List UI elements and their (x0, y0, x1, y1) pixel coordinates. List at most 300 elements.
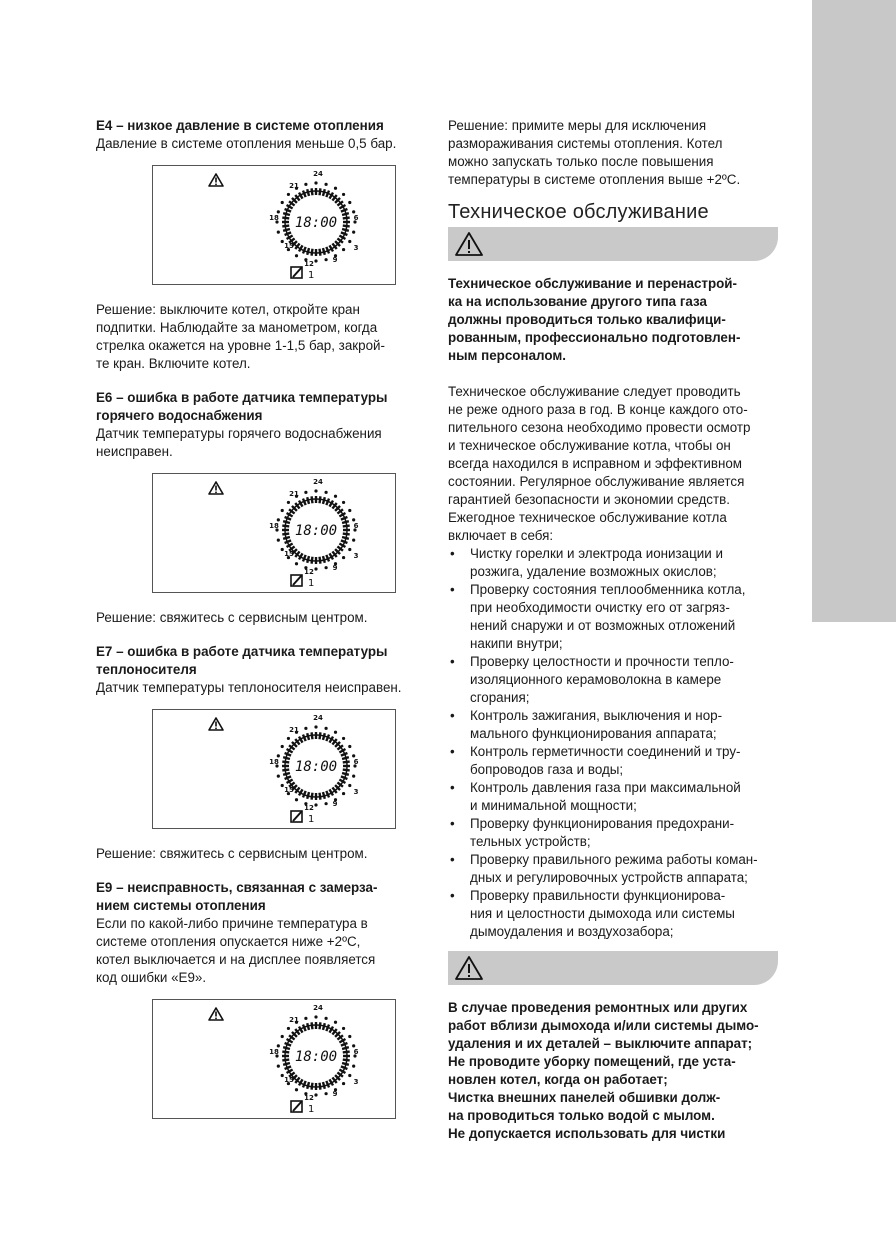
e6-solution (96, 609, 426, 627)
counter-value: 1 (308, 578, 315, 589)
dial-segment (312, 1083, 313, 1090)
dial-segment (341, 540, 347, 543)
text-line: нием системы отопления (96, 898, 266, 913)
dial-segment (285, 753, 291, 756)
e9-solution (448, 117, 780, 189)
dial-segment (320, 496, 321, 503)
text-line: Ежегодное техническое обслуживание котла (448, 510, 727, 525)
text-line: Чистка внешних панелей обшивки долж- (448, 1090, 721, 1105)
text-line: можно запускать только после повышения (448, 154, 714, 169)
dial-segment (283, 521, 290, 523)
dial-segment (299, 737, 303, 743)
chapter-side-tab (812, 0, 896, 622)
dial-segment (287, 513, 293, 517)
dial-dot (324, 802, 327, 805)
warning-1-text (448, 275, 780, 365)
dial-segment (283, 229, 290, 231)
dial-segment (299, 789, 303, 795)
dial-dot (314, 259, 317, 262)
text-line: Не проводите уборку помещений, где уста- (448, 1054, 736, 1069)
dial-dot (324, 727, 327, 730)
text-line: E7 – ошибка в работе датчика температуры (96, 644, 388, 659)
dial-dot (348, 509, 351, 512)
dial-segment (299, 1079, 303, 1085)
dial-segment (283, 757, 290, 759)
warning-2-text (448, 999, 780, 1143)
e7-heading (96, 643, 426, 679)
dial-segment (320, 1083, 321, 1090)
dial-dot (304, 727, 307, 730)
dial-segment (287, 1039, 293, 1043)
dial-segment (299, 501, 303, 507)
dial-label: 24 (313, 170, 323, 178)
dial-segment (307, 497, 309, 504)
dial-dot (314, 567, 317, 570)
dial-dot (287, 737, 290, 740)
dial-segment (299, 193, 303, 199)
text-line: код ошибки «E9». (96, 970, 207, 985)
dial-dot (287, 1027, 290, 1030)
dial-segment (299, 245, 303, 251)
checklist-item (448, 851, 780, 887)
dial-segment (312, 793, 313, 800)
dial-segment (299, 553, 303, 559)
dial-segment (330, 501, 334, 507)
lcd-graphic (153, 710, 397, 830)
dial-dot (352, 1064, 355, 1067)
dial-segment (312, 1022, 313, 1029)
dial-label: 21 (289, 490, 299, 498)
dial-segment (326, 555, 329, 561)
dial-segment (323, 556, 325, 563)
dial-dot (352, 230, 355, 233)
dial-segment (323, 1082, 325, 1089)
dial-label: 3 (353, 788, 359, 796)
dial-label: 3 (353, 244, 359, 252)
dial-label: 15 (284, 242, 294, 250)
dial-segment (303, 735, 306, 741)
dial-segment (307, 1082, 309, 1089)
maintenance-body (448, 383, 780, 545)
dial-label: 9 (332, 256, 338, 264)
dial-label: 21 (289, 1016, 299, 1024)
dial-dot (281, 1035, 284, 1038)
dial-dot (342, 248, 345, 251)
text-line: подпитки. Наблюдайте за манометром, когда (96, 320, 378, 335)
text-line: E6 – ошибка в работе датчика температуры (96, 390, 388, 405)
text-line: неисправен. (96, 444, 173, 459)
dial-dot (277, 230, 280, 233)
dial-segment (282, 226, 289, 227)
lcd-warning-icon (209, 482, 223, 494)
edit-square-icon (291, 267, 302, 278)
dial-segment (320, 732, 321, 739)
dial-segment (339, 749, 345, 753)
text-line: те кран. Включите котел. (96, 356, 251, 371)
text-line: • Проверку функционирования предохрани- (470, 816, 735, 831)
dial-label: 6 (353, 1048, 359, 1056)
dial-dot (281, 745, 284, 748)
dial-segment (303, 791, 306, 797)
text-line: дных и регулировочных устройств аппарата; (470, 870, 748, 885)
dial-label: 9 (332, 800, 338, 808)
text-line: новлен котел, когда он работает; (448, 1072, 668, 1087)
dial-segment (341, 209, 347, 212)
counter-value: 1 (308, 270, 315, 281)
text-line: • Контроль давления газа при максимальной (470, 780, 741, 795)
dial-segment (339, 544, 345, 548)
text-line: и техническое обслуживание котла, чтобы он (448, 438, 731, 453)
dial-segment (342, 229, 349, 231)
dial-segment (287, 780, 293, 784)
dial-segment (326, 247, 329, 253)
dial-segment (285, 517, 291, 520)
dial-segment (312, 732, 313, 739)
text-line: бопроводов газа и воды; (470, 762, 624, 777)
dial-segment (283, 213, 290, 215)
dial-segment (303, 247, 306, 253)
dial-segment (343, 1060, 350, 1061)
dial-dot (324, 1092, 327, 1095)
dial-segment (283, 1047, 290, 1049)
e4-description (96, 135, 426, 153)
text-line: Датчик температуры теплоносителя неисправен. (96, 680, 402, 695)
dial-label: 12 (304, 568, 314, 576)
dial-segment (342, 757, 349, 759)
dial-segment (323, 497, 325, 504)
text-line: Техническое обслуживание и перенастрой- (448, 276, 737, 291)
section-title: Техническое обслуживание (448, 201, 709, 223)
dial-dot (348, 548, 351, 551)
dial-dot (295, 1088, 298, 1091)
dial-segment (343, 534, 350, 535)
dial-segment (323, 248, 325, 255)
dial-segment (343, 770, 350, 771)
dial-segment (342, 213, 349, 215)
dial-dot (334, 495, 337, 498)
left-column (96, 117, 426, 1119)
dial-segment (330, 789, 334, 795)
dial-segment (287, 236, 293, 240)
dial-dot (314, 1015, 317, 1018)
text-line: удаления и их деталей – выключите аппарат; (448, 1036, 753, 1051)
dial-dot (348, 240, 351, 243)
text-line: и минимальной мощности; (470, 798, 637, 813)
text-line: Решение: примите меры для исключения (448, 118, 707, 133)
dial-segment (339, 236, 345, 240)
dial-segment (287, 205, 293, 209)
dial-segment (341, 1066, 347, 1069)
text-line: Техническое обслуживание следует проводить (448, 384, 741, 399)
text-line: E9 – неисправность, связанная с замерза- (96, 880, 378, 895)
text-line: состоянии. Регулярное обслуживание является (448, 474, 745, 489)
dial-dot (324, 1017, 327, 1020)
text-line: Если по какой-либо причине температура в (96, 916, 368, 931)
edit-square-icon (291, 575, 302, 586)
dial-label: 21 (289, 182, 299, 190)
text-line: всегда находился в исправном и эффективном (448, 456, 743, 471)
dial-segment (339, 780, 345, 784)
text-line: пительного сезона необходимо провести осмотр (448, 420, 751, 435)
dial-dot (342, 1027, 345, 1030)
dial-label: 21 (289, 726, 299, 734)
dial-segment (303, 191, 306, 197)
dial-dot (334, 731, 337, 734)
dial-segment (339, 1039, 345, 1043)
dial-dot (352, 774, 355, 777)
dial-segment (303, 555, 306, 561)
dial-dot (295, 562, 298, 565)
text-line: • Проверку целостности и прочности тепло- (470, 654, 734, 669)
dial-dot (334, 1021, 337, 1024)
dial-segment (312, 496, 313, 503)
lcd-warning-icon (209, 1008, 223, 1020)
warning-bar-2 (448, 951, 778, 985)
text-line: стрелка окажется на уровне 1-1,5 бар, закрой- (96, 338, 385, 353)
text-line: нений снаружи и от возможных отложений (470, 618, 736, 633)
counter-value: 1 (308, 814, 315, 825)
text-line: должны проводиться только квалифици- (448, 312, 726, 327)
dial-label: 6 (353, 758, 359, 766)
e4-solution (96, 301, 426, 373)
dial-dot (304, 491, 307, 494)
dial-dot (342, 556, 345, 559)
warning-icon (454, 955, 484, 981)
dial-label: 18 (269, 758, 279, 766)
dial-segment (326, 1081, 329, 1087)
dial-dot (314, 489, 317, 492)
dial-segment (339, 1070, 345, 1074)
dial-segment (320, 1022, 321, 1029)
text-line: • Контроль герметичности соединений и тру- (470, 744, 741, 759)
text-line: работ вблизи дымохода и/или системы дымо- (448, 1018, 759, 1033)
dial-segment (341, 232, 347, 235)
text-line: на проводиться только водой с мылом. (448, 1108, 715, 1123)
dial-segment (341, 517, 347, 520)
dial-segment (323, 792, 325, 799)
dial-label: 24 (313, 478, 323, 486)
dial-dot (304, 183, 307, 186)
lcd-graphic (153, 474, 397, 594)
text-line: Решение: свяжитесь с сервисным центром. (96, 610, 368, 625)
dial-segment (326, 499, 329, 505)
e7-description (96, 679, 426, 697)
e4-heading: E4 – низкое давление в системе отопления (96, 118, 384, 133)
dial-dot (281, 509, 284, 512)
text-line: накипи внутри; (470, 636, 563, 651)
text-line: котел выключается и на дисплее появляется (96, 952, 376, 967)
checklist-item (448, 707, 780, 743)
dial-segment (283, 773, 290, 775)
dial-segment (287, 544, 293, 548)
text-line: дымоудаления и воздухозабора; (470, 924, 674, 939)
dial-segment (341, 753, 347, 756)
dial-segment (342, 537, 349, 539)
dial-segment (330, 245, 334, 251)
text-line: Датчик температуры горячего водоснабжения (96, 426, 382, 441)
dial-label: 15 (284, 1076, 294, 1084)
dial-dot (348, 1074, 351, 1077)
dial-segment (282, 218, 289, 219)
dial-dot (334, 187, 337, 190)
dial-segment (285, 776, 291, 779)
dial-dot (314, 181, 317, 184)
dial-segment (285, 209, 291, 212)
text-line: розжига, удаление возможных окислов; (470, 564, 717, 579)
dial-segment (343, 226, 350, 227)
text-line: ным персоналом. (448, 348, 566, 363)
dial-dot (314, 803, 317, 806)
text-line: • Проверку правильности функционирова- (470, 888, 726, 903)
dial-label: 18 (269, 522, 279, 530)
dial-segment (320, 793, 321, 800)
dial-dot (348, 1035, 351, 1038)
text-line: ния и целостности дымохода или системы (470, 906, 735, 921)
dial-segment (343, 526, 350, 527)
dial-segment (312, 249, 313, 256)
dial-segment (342, 1047, 349, 1049)
dial-segment (303, 499, 306, 505)
dial-dot (287, 501, 290, 504)
dial-segment (307, 189, 309, 196)
clock-time: 18:00 (294, 523, 338, 539)
dial-segment (343, 762, 350, 763)
text-line: • Проверку состояния теплообменника котла, (470, 582, 746, 597)
checklist-item (448, 545, 780, 581)
dial-segment (303, 1081, 306, 1087)
dial-label: 18 (269, 214, 279, 222)
lcd-graphic (153, 166, 397, 286)
dial-segment (285, 540, 291, 543)
dial-segment (285, 1066, 291, 1069)
dial-segment (307, 1023, 309, 1030)
dial-label: 24 (313, 714, 323, 722)
dial-dot (348, 745, 351, 748)
dial-dot (295, 254, 298, 257)
dial-segment (342, 521, 349, 523)
dial-segment (285, 1043, 291, 1046)
dial-dot (342, 501, 345, 504)
dial-dot (295, 798, 298, 801)
text-line: Не допускается использовать для чистки (448, 1126, 726, 1141)
dial-segment (339, 513, 345, 517)
maintenance-checklist (448, 545, 780, 941)
text-line: В случае проведения ремонтных или других (448, 1000, 748, 1015)
dial-dot (277, 1064, 280, 1067)
dial-dot (348, 201, 351, 204)
e6-heading (96, 389, 426, 425)
warning-bar-1 (448, 227, 778, 261)
dial-segment (282, 770, 289, 771)
text-line: включает в себя: (448, 528, 554, 543)
dial-segment (342, 1063, 349, 1065)
dial-dot (324, 183, 327, 186)
text-line: теплоносителя (96, 662, 197, 677)
e7-solution (96, 845, 426, 863)
dial-dot (277, 538, 280, 541)
dial-segment (320, 557, 321, 564)
dial-dot (304, 1017, 307, 1020)
text-line: не реже одного раза в год. В конце каждого ото- (448, 402, 748, 417)
dial-segment (343, 218, 350, 219)
dial-label: 18 (269, 1048, 279, 1056)
checklist-item (448, 887, 780, 941)
dial-segment (282, 1052, 289, 1053)
text-line: при необходимости очистку его от загряз- (470, 600, 730, 615)
clock-time: 18:00 (294, 759, 338, 775)
dial-segment (339, 205, 345, 209)
dial-label: 9 (332, 564, 338, 572)
text-line: ка на использование другого типа газа (448, 294, 707, 309)
text-line: системе отопления опускается ниже +2ºС, (96, 934, 361, 949)
dial-segment (285, 232, 291, 235)
checklist-item (448, 815, 780, 851)
text-line: Решение: выключите котел, откройте кран (96, 302, 360, 317)
dial-segment (282, 526, 289, 527)
dial-segment (282, 762, 289, 763)
dial-segment (323, 733, 325, 740)
dial-segment (342, 773, 349, 775)
dial-segment (287, 749, 293, 753)
dial-segment (303, 1025, 306, 1031)
clock-time: 18:00 (294, 215, 338, 231)
edit-square-icon (291, 811, 302, 822)
counter-value: 1 (308, 1104, 315, 1115)
e6-description (96, 425, 426, 461)
checklist-item (448, 779, 780, 815)
dial-segment (283, 1063, 290, 1065)
dial-dot (342, 193, 345, 196)
dial-segment (282, 1060, 289, 1061)
checklist-item (448, 743, 780, 779)
dial-dot (314, 725, 317, 728)
text-line: Решение: свяжитесь с сервисным центром. (96, 846, 368, 861)
text-line: • Контроль зажигания, выключения и нор- (470, 708, 723, 723)
text-line: • Проверку правильного режима работы коман- (470, 852, 758, 867)
dial-segment (312, 188, 313, 195)
text-line: тельных устройств; (470, 834, 591, 849)
dial-segment (341, 776, 347, 779)
e9-heading (96, 879, 426, 915)
text-line: рованным, профессионально подготовлен- (448, 330, 741, 345)
dial-label: 9 (332, 1090, 338, 1098)
dial-dot (277, 774, 280, 777)
clock-time: 18:00 (294, 1049, 338, 1065)
text-line: сгорания; (470, 690, 530, 705)
dial-label: 12 (304, 1094, 314, 1102)
dial-dot (324, 566, 327, 569)
dial-segment (326, 1025, 329, 1031)
e4-display-panel (152, 165, 396, 285)
checklist-item (448, 581, 780, 653)
dial-segment (343, 1052, 350, 1053)
dial-label: 12 (304, 804, 314, 812)
dial-label: 15 (284, 550, 294, 558)
dial-label: 3 (353, 1078, 359, 1086)
dial-segment (326, 791, 329, 797)
dial-segment (330, 193, 334, 199)
e9-display-panel (152, 999, 396, 1119)
text-line: Давление в системе отопления меньше 0,5 бар. (96, 136, 397, 151)
dial-dot (342, 1082, 345, 1085)
dial-label: 6 (353, 214, 359, 222)
e7-display-panel (152, 709, 396, 829)
dial-segment (323, 189, 325, 196)
text-line: горячего водоснабжения (96, 408, 263, 423)
dial-segment (312, 557, 313, 564)
dial-segment (341, 1043, 347, 1046)
dial-dot (314, 1093, 317, 1096)
